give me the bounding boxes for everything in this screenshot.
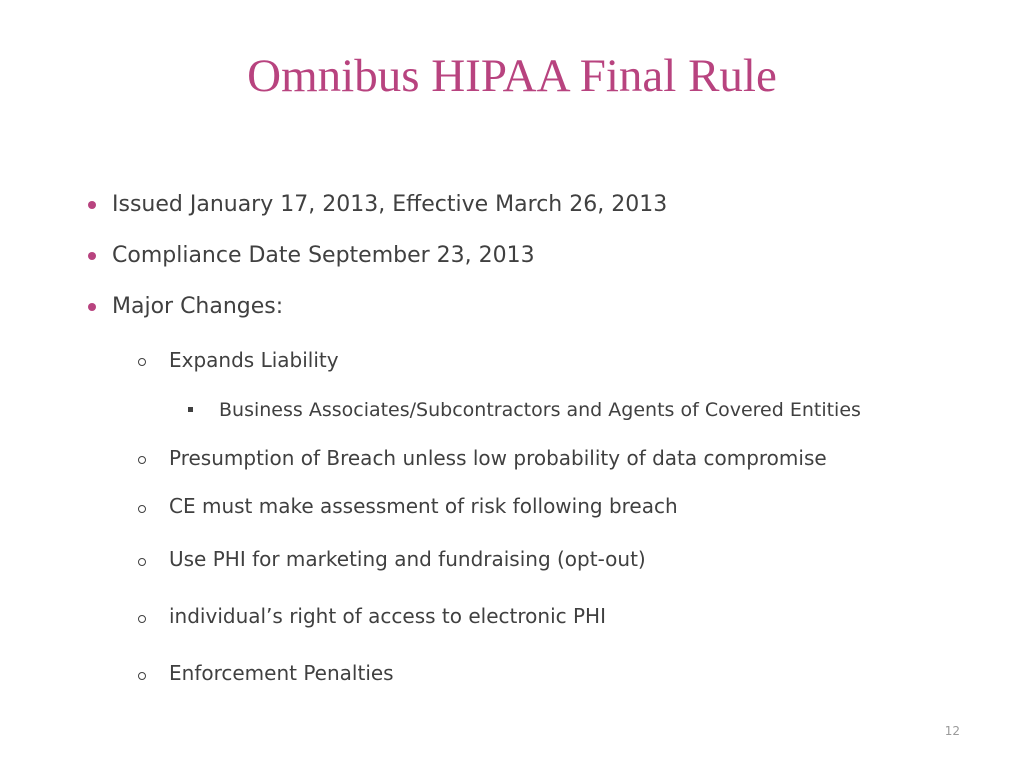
sub-bullet-circle-icon <box>138 558 146 566</box>
bullet-item: Major Changes: <box>112 294 284 319</box>
sub-bullet-item: Expands Liability <box>169 348 339 372</box>
sub-bullet-item: Enforcement Penalties <box>169 661 394 685</box>
sub-bullet-circle-icon <box>138 505 146 513</box>
sub-bullet-circle-icon <box>138 615 146 623</box>
sub-bullet-item: CE must make assessment of risk following breach <box>169 494 678 518</box>
bullet-dot-icon <box>88 252 96 260</box>
bullet-dot-icon <box>88 303 96 311</box>
sub-bullet-item: Use PHI for marketing and fundraising (opt-out) <box>169 547 646 571</box>
sub-sub-bullet-square-icon <box>188 407 193 412</box>
sub-bullet-circle-icon <box>138 456 146 464</box>
page-number: 12 <box>944 724 960 738</box>
sub-bullet-circle-icon <box>138 358 146 366</box>
bullet-dot-icon <box>88 201 96 209</box>
sub-bullet-item: individual’s right of access to electronic PHI <box>169 604 606 628</box>
sub-bullet-circle-icon <box>138 672 146 680</box>
bullet-item: Compliance Date September 23, 2013 <box>112 243 535 268</box>
sub-sub-bullet-item: Business Associates/Subcontractors and Agents of Covered Entities <box>219 399 861 421</box>
sub-bullet-item: Presumption of Breach unless low probability of data compromise <box>169 446 827 470</box>
bullet-item: Issued January 17, 2013, Effective March 26, 2013 <box>112 192 668 217</box>
slide-title: Omnibus HIPAA Final Rule <box>247 50 777 102</box>
